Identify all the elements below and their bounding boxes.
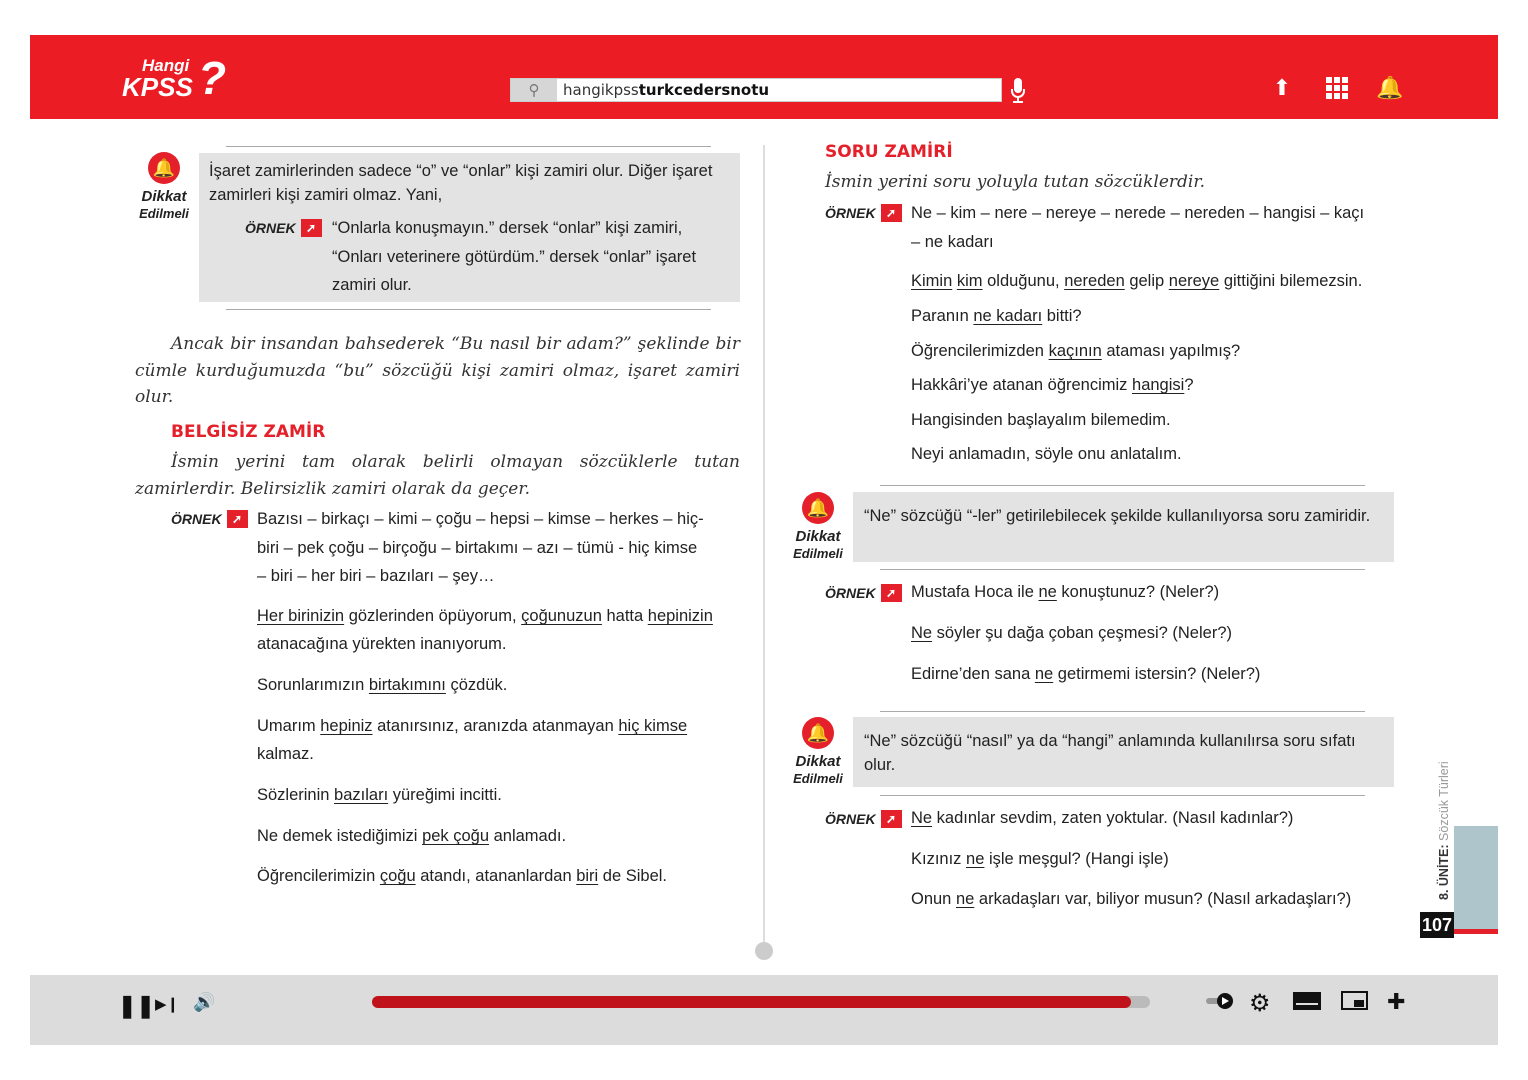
- text: hatta: [601, 607, 648, 625]
- underlined-word: çoğu: [379, 867, 416, 885]
- subtitles-icon[interactable]: [1293, 992, 1321, 1015]
- example-sentence: [257, 717, 687, 736]
- example-sentence: [911, 445, 1182, 464]
- section-heading: SORU ZAMİRİ: [825, 142, 953, 162]
- example-sentence: [257, 827, 566, 846]
- text: ?: [1184, 376, 1194, 394]
- example-sentence: [257, 867, 667, 886]
- underlined-word: ne: [1038, 583, 1057, 601]
- underlined-word: birtakımını: [368, 676, 446, 694]
- dikkat-edilmeli-badge: 🔔 Dikkat Edilmeli: [788, 717, 848, 787]
- text: arkadaşları var, biliyor musun? (Nasıl arkadaşları?): [974, 890, 1352, 908]
- example-sentence: [257, 676, 507, 695]
- arrow-icon: ➚: [227, 510, 248, 528]
- text: Mustafa Hoca ile: [911, 583, 1039, 601]
- apps-grid-icon[interactable]: [1325, 75, 1349, 101]
- arrow-icon: ➚: [301, 219, 322, 237]
- settings-gear-icon[interactable]: ⚙: [1249, 990, 1271, 1017]
- text: Sorunlarımızın: [257, 676, 369, 694]
- underlined-word: hiç kimse: [618, 717, 688, 735]
- example-sentence: [911, 665, 1260, 684]
- example-sentence: [911, 809, 1293, 828]
- underlined-word: bazıları: [334, 786, 389, 804]
- unit-label: 8. ÜNİTE: Sözcük Türleri: [1437, 761, 1451, 900]
- example-sentence: [911, 890, 1351, 909]
- scroll-handle[interactable]: [755, 942, 773, 960]
- page-number: 107: [1420, 912, 1454, 938]
- arrow-icon: ➚: [881, 810, 902, 828]
- ornek-label: ÖRNEK ➚: [825, 810, 902, 828]
- example-sentence: [911, 583, 1219, 602]
- page-divider: [763, 145, 765, 950]
- underlined-word: çoğunuzun: [521, 607, 602, 625]
- text: bitti?: [1042, 307, 1082, 325]
- text: atanırsınız, aranızda atanmayan: [372, 717, 619, 735]
- text: atandı, atananlardan: [415, 867, 577, 885]
- progress-bar[interactable]: [372, 996, 1150, 1008]
- example-sentence: [911, 850, 1169, 869]
- underlined-word: Ne: [911, 624, 933, 642]
- text: Öğrencilerimizden: [911, 342, 1049, 360]
- underlined-word: kaçının: [1048, 342, 1102, 360]
- list-line: – biri – her biri – bazıları – şey…: [257, 567, 495, 585]
- fullscreen-icon[interactable]: ✚: [1387, 989, 1406, 1014]
- note-box: İşaret zamirlerinden sadece “o” ve “onlar” kişi zamiri olur. Diğer işaret zamirleri kişi zamiri olmaz. Yani, ÖRNEK ➚ “Onlarla konuşmayın.” dersek “onlar” kişi zamiri, “Onları veterinere götürdüm.” dersek “onlar” işaret zamiri olur.: [199, 153, 740, 302]
- text: gelip: [1124, 272, 1169, 290]
- text: getirmemi istersin? (Neler?): [1053, 665, 1261, 683]
- text: Hakkâri’ye atanan öğrencimiz: [911, 376, 1133, 394]
- microphone-icon[interactable]: [1010, 77, 1026, 105]
- notification-bell-icon[interactable]: 🔔: [1376, 75, 1404, 100]
- list-line: zamiri olur.: [332, 276, 412, 294]
- underlined-word: nereden: [1064, 272, 1125, 290]
- text: de Sibel.: [598, 867, 668, 885]
- text: Hangisinden başlayalım bilemedim.: [911, 411, 1171, 429]
- example-sentence: [911, 624, 1232, 643]
- example-sentence: [911, 411, 1171, 430]
- underlined-word: biri: [576, 867, 599, 885]
- ornek-label: ÖRNEK ➚: [171, 510, 248, 528]
- text: anlamadı.: [489, 827, 567, 845]
- text: Onun: [911, 890, 956, 908]
- example-sentence: [257, 607, 713, 626]
- arrow-icon: ➚: [881, 584, 902, 602]
- example-sentence: [257, 786, 502, 805]
- autoplay-toggle-icon[interactable]: [1205, 991, 1235, 1016]
- pause-icon[interactable]: ❚❚: [118, 993, 155, 1018]
- underlined-word: kim: [956, 272, 983, 290]
- text: gözlerinden öpüyorum,: [344, 607, 522, 625]
- text: atanacağına yürekten inanıyorum.: [257, 635, 507, 653]
- underlined-word: hepiniz: [320, 717, 373, 735]
- text: kadınlar sevdim, zaten yoktular. (Nasıl kadınlar?): [932, 809, 1294, 827]
- example-sentence: [911, 307, 1082, 326]
- text: yüreğimi incitti.: [388, 786, 502, 804]
- list-line: biri – pek çoğu – birçoğu – birtakımı – azı – tümü - hiç kimse: [257, 538, 698, 557]
- definition: İsmin yerini tam olarak belirli olmayan sözcüklerle tutan zamirlerdir. Belirsizlik zamiri olarak da geçer.: [135, 452, 740, 499]
- text: Öğrencilerimizin: [257, 867, 380, 885]
- bell-icon: 🔔: [802, 717, 834, 749]
- underlined-word: Kimin: [911, 272, 953, 290]
- text: Umarım: [257, 717, 321, 735]
- miniplayer-icon[interactable]: [1341, 991, 1368, 1015]
- text: çözdük.: [445, 676, 508, 694]
- dikkat-edilmeli-badge: 🔔 Dikkat Edilmeli: [134, 152, 194, 222]
- note-box: “Ne” sözcüğü “nasıl” ya da “hangi” anlamında kullanılırsa soru sıfatı olur.: [853, 717, 1394, 787]
- underlined-word: hangisi: [1132, 376, 1185, 394]
- note-box: “Ne” sözcüğü “-ler” getirilebilecek şekilde kullanılıyorsa soru zamiridir.: [853, 492, 1394, 562]
- ornek-label: ÖRNEK ➚: [245, 219, 322, 237]
- text: konuştunuz? (Neler?): [1056, 583, 1220, 601]
- paragraph: Ancak bir insandan bahsederek “Bu nasıl bir adam?” şeklinde bir cümle kurduğumuzda “bu” sözcüğü kişi zamiri olmaz, işaret zamiri olur.: [135, 334, 740, 407]
- text: ataması yapılmış?: [1101, 342, 1241, 360]
- top-bar: [30, 35, 1498, 119]
- text: söyler şu dağa çoban çeşmesi? (Neler?): [932, 624, 1232, 642]
- bell-icon: 🔔: [148, 152, 180, 184]
- logo[interactable]: Hangi KPSS ?: [122, 52, 227, 104]
- text: işle meşgul? (Hangi işle): [984, 850, 1169, 868]
- underlined-word: ne: [955, 890, 975, 908]
- list-line: Bazısı – birkaçı – kimi – çoğu – hepsi – kimse – herkes – hiç-: [257, 510, 704, 528]
- search-icon[interactable]: ⚲: [511, 79, 557, 101]
- example-sentence: [911, 376, 1194, 395]
- underlined-word: Ne: [911, 809, 933, 827]
- text: Sözlerinin: [257, 786, 335, 804]
- arrow-icon: ➚: [881, 204, 902, 222]
- text: Neyi anlamadın, söyle onu anlatalım.: [911, 445, 1182, 463]
- ornek-label: ÖRNEK ➚: [825, 204, 902, 222]
- example-sentence: [911, 272, 1362, 291]
- bell-icon: 🔔: [802, 492, 834, 524]
- chapter-tab: [1454, 826, 1498, 934]
- volume-icon[interactable]: 🔊: [193, 992, 216, 1012]
- list-line: Ne – kim – nere – nereye – nerede – nereden – hangisi – kaçı: [911, 204, 1365, 222]
- list-line: – ne kadarı: [911, 232, 994, 251]
- underlined-word: ne: [966, 850, 985, 868]
- text: Edirne’den sana: [911, 665, 1035, 683]
- underlined-word: nereye: [1168, 272, 1220, 290]
- list-line: “Onlarla konuşmayın.” dersek “onlar” kişi zamiri,: [332, 219, 683, 237]
- player-controls: [30, 975, 1498, 1045]
- upload-icon[interactable]: ⬆: [1272, 75, 1292, 100]
- underlined-word: Her birinizin: [257, 607, 345, 625]
- underlined-word: ne: [1034, 665, 1054, 683]
- text: kalmaz.: [257, 745, 314, 763]
- text: olduğunu,: [982, 272, 1065, 290]
- underlined-word: pek çoğu: [422, 827, 490, 845]
- ornek-label: ÖRNEK ➚: [825, 584, 902, 602]
- section-heading: BELGİSİZ ZAMİR: [171, 422, 326, 442]
- text: gittiğini bilemezsin.: [1219, 272, 1363, 290]
- dikkat-edilmeli-badge: 🔔 Dikkat Edilmeli: [788, 492, 848, 562]
- skip-next-icon[interactable]: ▶❙: [155, 996, 180, 1013]
- example-sentence: [257, 745, 314, 764]
- text: Paranın: [911, 307, 974, 325]
- list-line: “Onları veterinere götürdüm.” dersek “onlar” işaret: [332, 247, 697, 266]
- search-input[interactable]: ⚲ hangikpssturkcedersnotu: [510, 78, 1002, 102]
- text: Ne demek istediğimizi: [257, 827, 423, 845]
- underlined-word: hepinizin: [647, 607, 713, 625]
- example-sentence: [911, 342, 1240, 361]
- example-sentence: [257, 635, 507, 654]
- text: Kızınız: [911, 850, 967, 868]
- underlined-word: ne kadarı: [973, 307, 1043, 325]
- definition: İsmin yerini soru yoluyla tutan sözcüklerdir.: [825, 172, 1206, 192]
